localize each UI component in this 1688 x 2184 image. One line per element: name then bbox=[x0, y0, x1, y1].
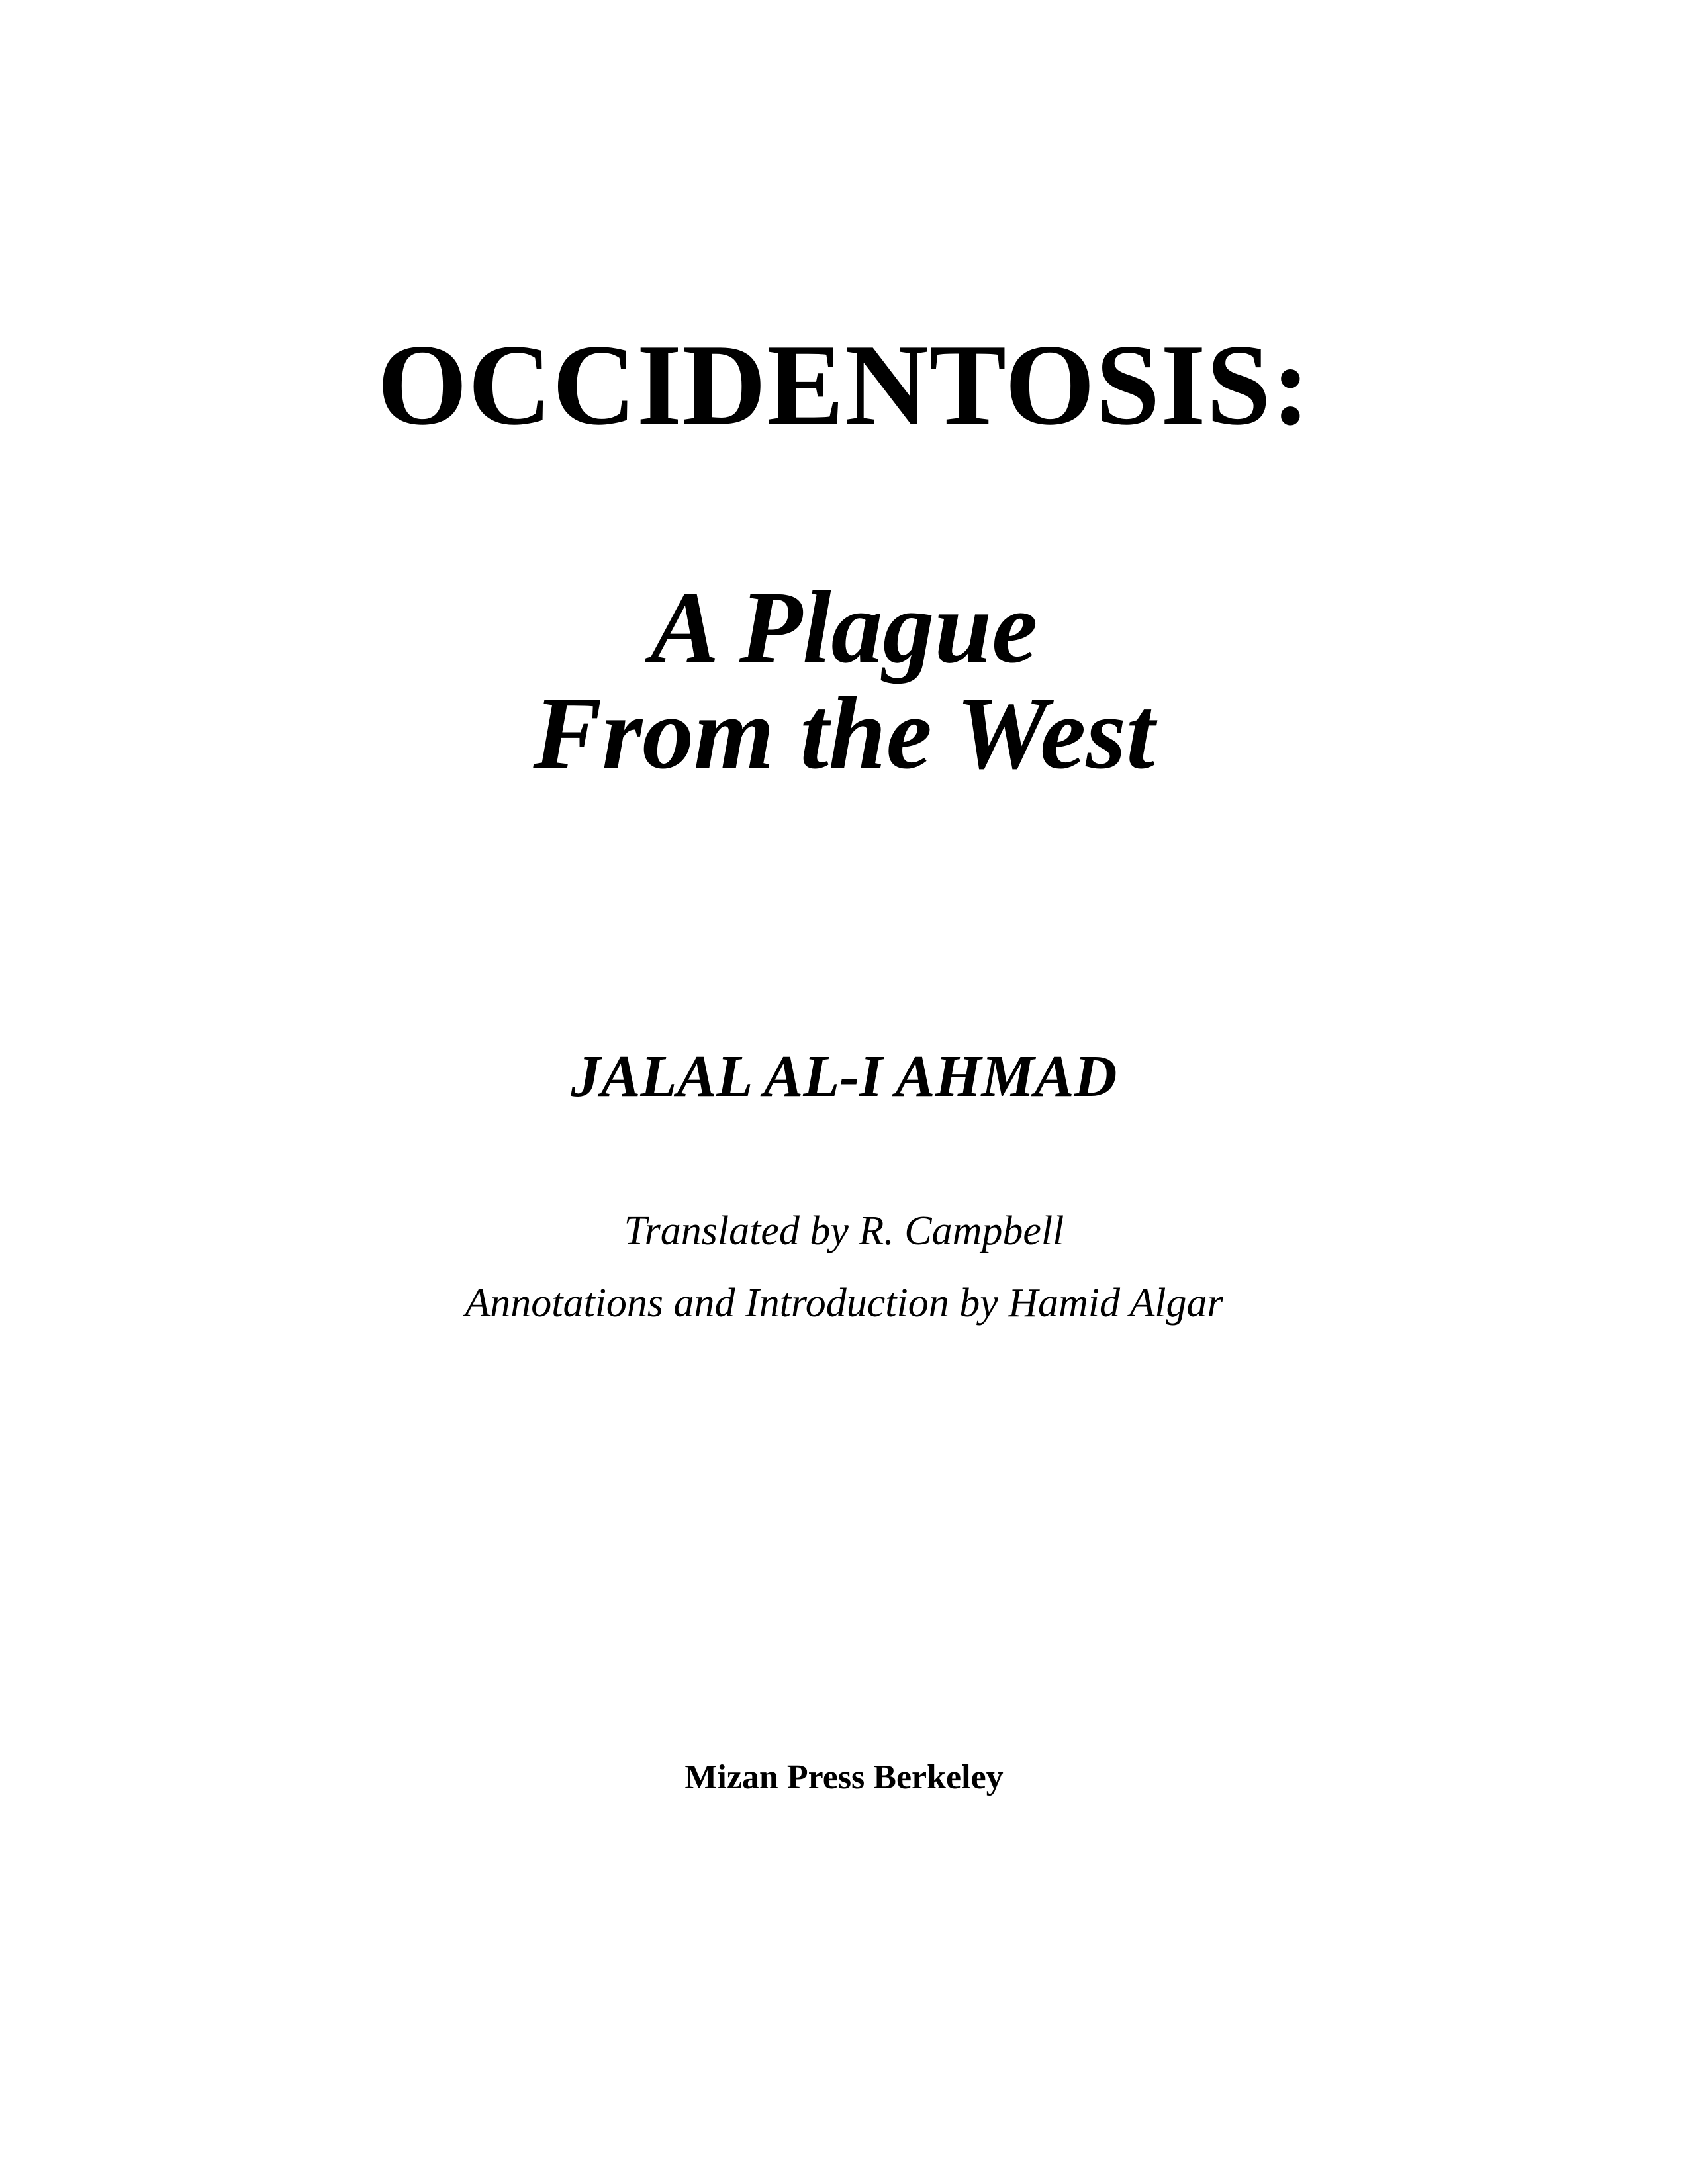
author-name: JALAL AL-I AHMAD bbox=[571, 1044, 1117, 1109]
annotations-credit: Annotations and Introduction by Hamid Algar bbox=[465, 1281, 1223, 1326]
publisher: Mizan Press Berkeley bbox=[684, 1758, 1004, 1796]
book-subtitle-line-1: A Plague bbox=[650, 570, 1038, 684]
translator-credit: Translated by R. Campbell bbox=[624, 1208, 1064, 1253]
book-subtitle-line-2: From the West bbox=[533, 676, 1155, 790]
book-title: OCCIDENTOSIS: bbox=[377, 320, 1311, 449]
